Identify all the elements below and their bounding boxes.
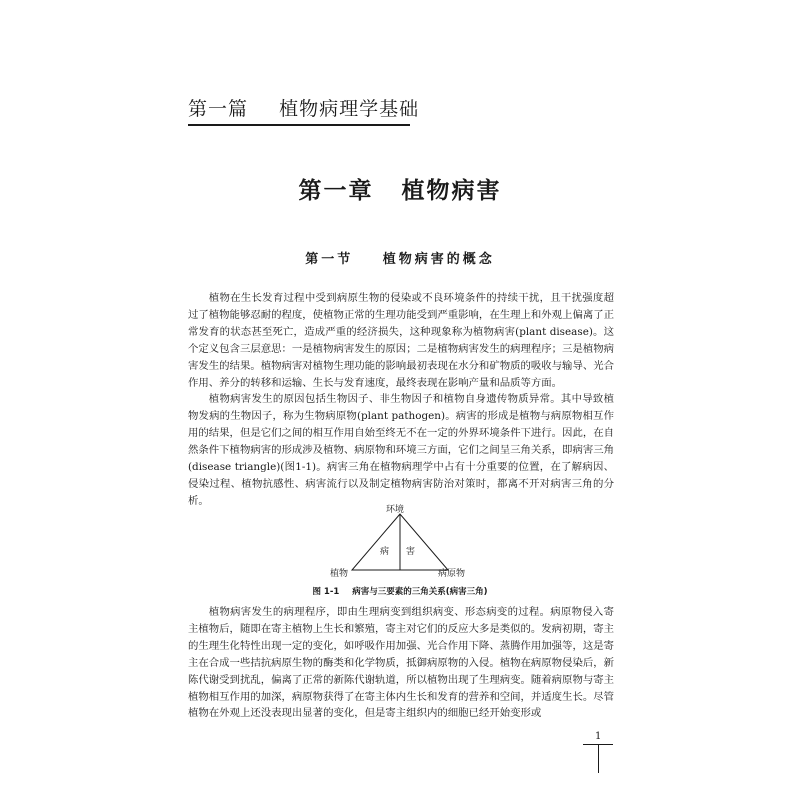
chapter-name: 植物病害	[401, 177, 502, 204]
page-number-vertical-line	[598, 745, 599, 773]
section-number: 第一节	[305, 252, 354, 267]
paragraph-3: 植物病害发生的病理程序，即由生理病变到组织病变、形态病变的过程。病原物侵入寄主植物后，随即在寄主植物上生长和繁殖，寄主对它们的反应大多是类似的。发病初期，寄主的生理生化特性出现一定的变化，如呼吸作用加强、光合作用下降、蒸腾作用加强等，这是寄主在合成一些拮抗病原生物的酶类和化学物质，抵御病原物的入侵。植物在病原物侵染后，新陈代谢受到扰乱，偏离了正常的新陈代谢轨道，所以植物出现了生理病变。随着病原物与寄主植物相互作用的加深，病原物获得了在寄主体内生长和发育的营养和空间，并适度生长。尽管植物在外观上还没表现出显著的变化，但是寄主组织内的细胞已经开始变形或	[188, 606, 615, 720]
figure-caption-number: 图 1-1	[312, 587, 340, 597]
body-text-lower	[188, 604, 614, 722]
part-title: 植物病理学基础	[279, 98, 420, 120]
figure-caption-text: 病害与三要素的三角关系(病害三角)	[352, 587, 488, 597]
part-header-rule	[188, 124, 410, 126]
label-disease-right: 害	[406, 547, 416, 557]
body-text-upper	[188, 290, 614, 510]
part-header	[188, 94, 420, 124]
section-name: 植物病害的概念	[382, 252, 495, 267]
page-number: 1	[595, 731, 602, 742]
label-disease-left: 病	[380, 547, 390, 557]
chapter-title	[0, 172, 800, 205]
label-pathogen: 病原物	[438, 569, 466, 579]
paragraph-2: 植物病害发生的原因包括生物因子、非生物因子和植物自身遗传物质异常。其中导致植物发病的生物因子，称为生物病原物(plant pathogen)。病害的形成是植物与病原物相互作用的结果，但是它们之间的相互作用自始至终无不在一定的外界环境条件下进行。因此，在自然条件下植物病害的形成涉及植物、病原物和环境三方面，它们之间呈三角关系，即病害三角(disease triangle)(图1-1)。病害三角在植物病理学中占有十分重要的位置，在了解病因、侵染过程、植物抗感性、病害流行以及制定植物病害防治对策时，都离不开对病害三角的分析。	[188, 393, 615, 507]
disease-triangle-figure	[330, 502, 470, 584]
section-title	[0, 248, 800, 267]
paragraph-1: 植物在生长发育过程中受到病原生物的侵染或不良环境条件的持续干扰，且干扰强度超过了植物能够忍耐的程度，使植物正常的生理功能受到严重影响，在生理上和外观上偏离了正常发育的状态甚至死亡，造成严重的经济损失，这种现象称为植物病害(plant disease)。这个定义包含三层意思：一是植物病害发生的原因；二是植物病害发生的病理程序；三是植物病害发生的结果。植物病害对植物生理功能的影响最初表现在水分和矿物质的吸收与输导、光合作用、养分的转移和运输、生长与发育速度，最终表现在影响产量和品质等方面。	[188, 292, 615, 389]
part-number: 第一篇	[188, 98, 249, 120]
figure-caption	[0, 585, 800, 597]
chapter-number: 第一章	[298, 177, 374, 204]
label-environment: 环境	[386, 505, 405, 515]
label-plant: 植物	[330, 569, 349, 579]
